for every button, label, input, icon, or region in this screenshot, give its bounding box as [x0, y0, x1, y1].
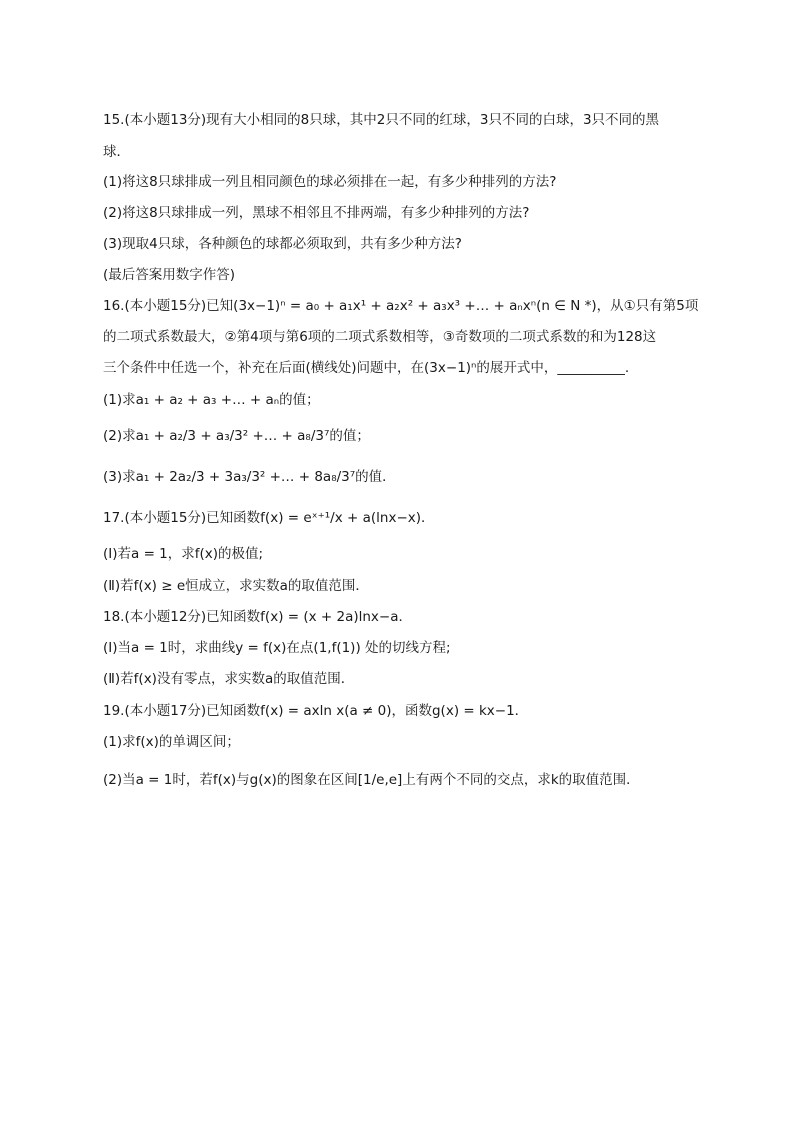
problem-17-line-1: 17.(本小题15分)已知函数f(x) = eˣ⁺¹/x + a(lnx−x)． — [103, 510, 435, 526]
problem-15-part-3: (3)现取4只球，各种颜色的球都必须取到，共有多少种方法? — [103, 236, 462, 252]
problem-16-part-3: (3)求a₁ + 2a₂/3 + 3a₃/3² +… + 8a₈/3⁷的值． — [103, 469, 396, 485]
problem-15-part-2: (2)将这8只球排成一列，黑球不相邻且不排两端，有多少种排列的方法? — [103, 205, 530, 221]
problem-18-line-1: 18.(本小题12分)已知函数f(x) = (x + 2a)lnx−a． — [103, 609, 413, 625]
problem-16-line-1: 16.(本小题15分)已知(3x−1)ⁿ = a₀ + a₁x¹ + a₂x² + a₃x³ +… + aₙxⁿ(n ∈ N *)，从①只有第5项 — [103, 298, 699, 314]
problem-16-part-2: (2)求a₁ + a₂/3 + a₃/3² +… + a₈/3⁷的值； — [103, 428, 370, 444]
problem-19-line-1: 19.(本小题17分)已知函数f(x) = axln x(a ≠ 0)，函数g(x) = kx−1． — [103, 703, 529, 719]
problem-17-part-2: (Ⅱ)若f(x) ≥ e恒成立，求实数a的取值范围． — [103, 578, 369, 594]
problem-16-part-1: (1)求a₁ + a₂ + a₃ +… + aₙ的值； — [103, 392, 320, 408]
problem-15-note: (最后答案用数字作答) — [103, 267, 236, 283]
problem-15-line-2: 球． — [103, 144, 130, 160]
problem-15-part-1: (1)将这8只球排成一列且相同颜色的球必须排在一起，有多少种排列的方法? — [103, 174, 557, 190]
problem-15-line-1: 15.(本小题13分)现有大小相同的8只球，其中2只不同的红球，3只不同的白球，3只不同的黑 — [103, 112, 660, 128]
problem-16-line-3: 三个条件中任选一个，补充在后面(横线处)问题中，在(3x−1)ⁿ的展开式中，__________. — [103, 360, 630, 376]
problem-18-part-1: (Ⅰ)当a = 1时，求曲线y = f(x)在点(1,f(1)) 处的切线方程; — [103, 640, 451, 656]
problem-19-part-2: (2)当a = 1时，若f(x)与g(x)的图象在区间[1/e,e]上有两个不同的交点，求k的取值范围． — [103, 772, 640, 788]
problem-18-part-2: (Ⅱ)若f(x)没有零点，求实数a的取值范围． — [103, 671, 355, 687]
problem-17-part-1: (Ⅰ)若a = 1，求f(x)的极值; — [103, 546, 264, 562]
problem-16-line-2: 的二项式系数最大，②第4项与第6项的二项式系数相等，③奇数项的二项式系数的和为128这 — [103, 329, 657, 345]
problem-19-part-1: (1)求f(x)的单调区间； — [103, 734, 240, 750]
